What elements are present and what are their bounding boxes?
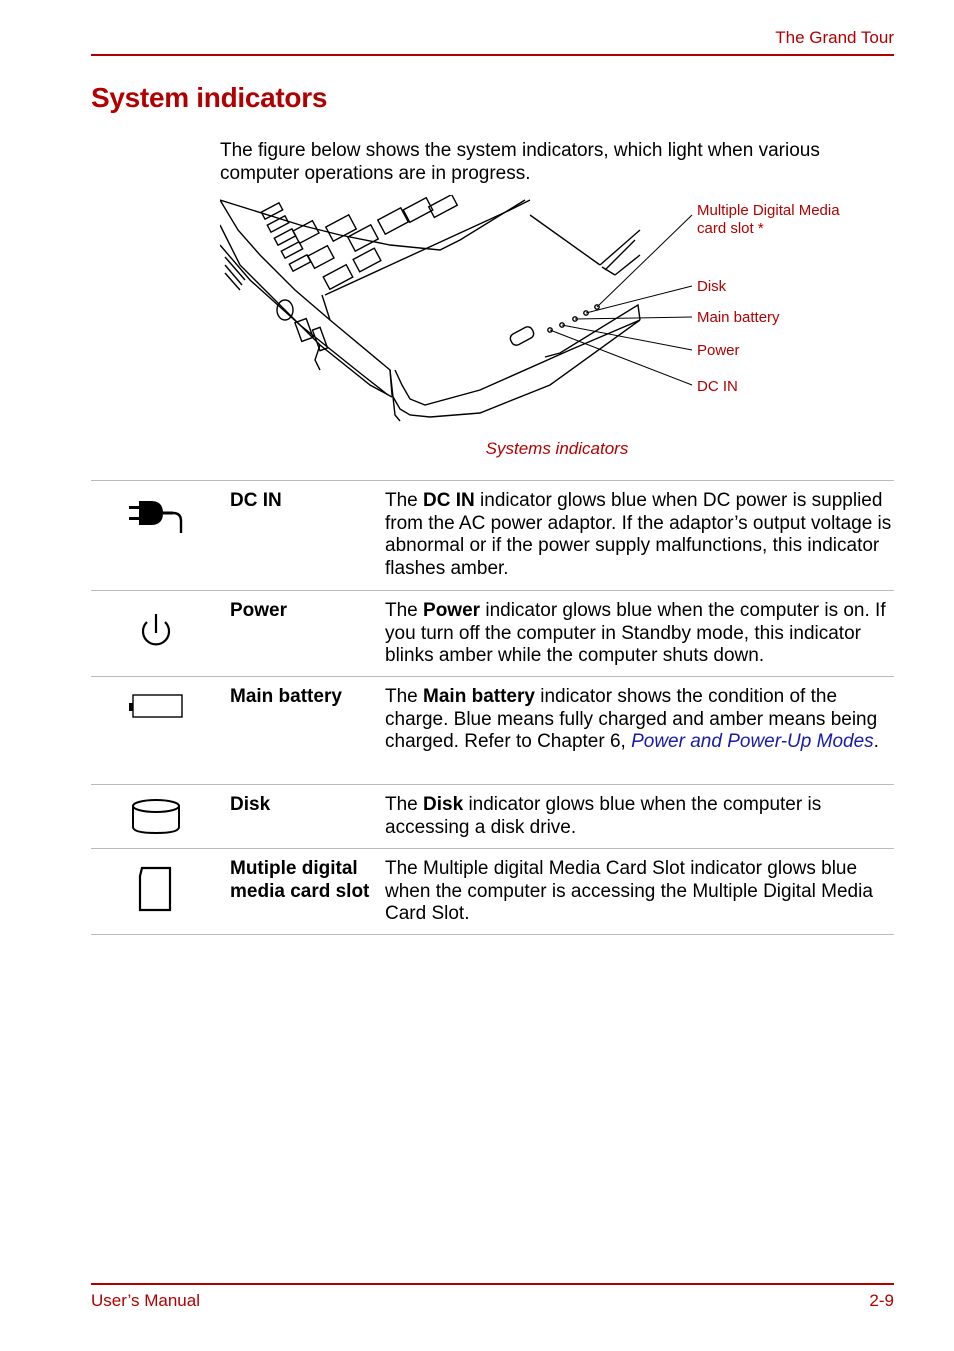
intro-paragraph: The figure below shows the system indicators, which light when various computer operations are in progress. [220, 140, 820, 184]
disk-icon [127, 797, 187, 842]
footer-manual-title: User’s Manual [91, 1291, 200, 1310]
running-head: The Grand Tour [775, 28, 894, 47]
table-row [91, 481, 894, 591]
indicator-term: Mutiple digital media card slot [230, 858, 370, 902]
callout-media-slot: Multiple Digital Media card slot * [697, 202, 840, 237]
media-card-icon [127, 865, 187, 920]
indicator-description: The Power indicator glows blue when the computer is on. If you turn off the computer in Standby mode, this indicator blinks amber while the computer shuts down. [385, 600, 886, 666]
indicators-table [91, 480, 894, 935]
indicator-description: The Main battery indicator shows the condition of the charge. Blue means fully charged and amber means being charged. Refer to Chapter 6, Power and Power-Up Modes. [385, 686, 879, 752]
table-row [91, 677, 894, 785]
indicator-term: Disk [230, 794, 271, 815]
indicator-description: The Disk indicator glows blue when the computer is accessing a disk drive. [385, 794, 822, 838]
section-title: System indicators [91, 82, 328, 113]
table-row [91, 849, 894, 935]
footer-page-number: 2-9 [869, 1291, 894, 1310]
callout-disk: Disk [697, 278, 727, 295]
callout-dc-in: DC IN [697, 378, 738, 395]
footer-rule [91, 1283, 894, 1285]
indicator-description: The DC IN indicator glows blue when DC power is supplied from the AC power adaptor. If the adaptor’s output voltage is abnormal or if the power supply malfunctions, this indicator flashes amber. [385, 490, 892, 579]
indicator-term: Power [230, 600, 288, 621]
indicator-description: The Multiple digital Media Card Slot indicator glows blue when the computer is accessing the Multiple Digital Media Card Slot. [385, 858, 873, 924]
power-modes-link[interactable]: Power and Power-Up Modes [631, 731, 874, 752]
table-row [91, 591, 894, 677]
power-icon [127, 609, 187, 654]
indicator-term: DC IN [230, 490, 282, 511]
dc-in-plug-icon [127, 493, 187, 540]
callout-main-battery: Main battery [697, 309, 780, 326]
battery-icon [127, 693, 187, 728]
table-row [91, 785, 894, 849]
callout-power: Power [697, 342, 740, 359]
figure-caption: Systems indicators [485, 439, 629, 458]
indicator-term: Main battery [230, 686, 342, 707]
system-indicators-figure [220, 195, 894, 435]
header-rule [91, 54, 894, 56]
